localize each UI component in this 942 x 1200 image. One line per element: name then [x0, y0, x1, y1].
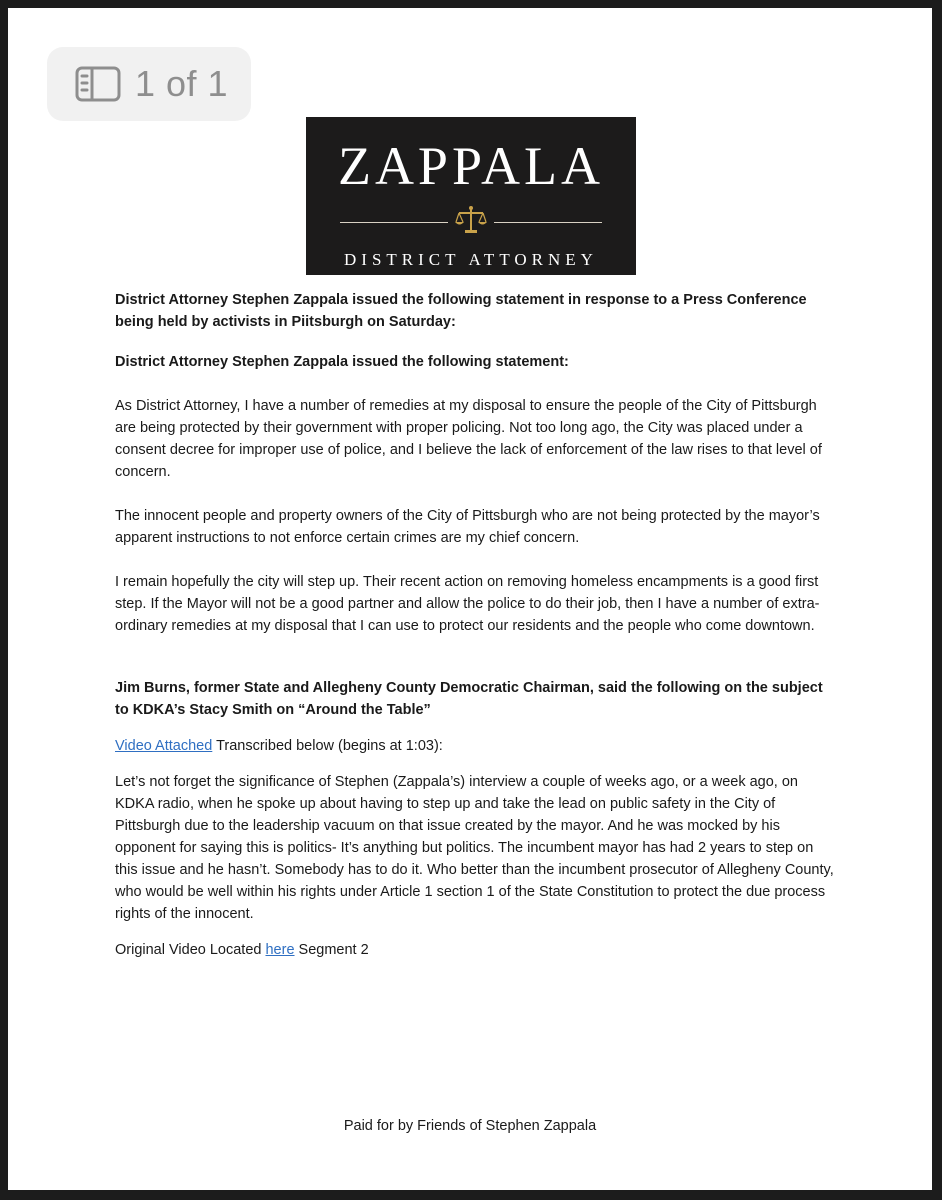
- statement-heading-press: District Attorney Stephen Zappala issued the following statement in response to a Press Conference being held by activists in Piitsburgh on Saturday:: [115, 292, 807, 330]
- video-attached-link[interactable]: Video Attached: [115, 738, 213, 754]
- page-count-label: 1 of 1: [135, 63, 229, 104]
- document-body: [115, 289, 835, 961]
- burns-heading: Jim Burns, former State and Allegheny County Democratic Chairman, said the following on the subject to KDKA’s Stacy Smith on “Around the Table”: [115, 680, 823, 718]
- logo-divider: [340, 205, 602, 240]
- sidebar-toggle-icon[interactable]: [75, 66, 121, 102]
- logo-name: ZAPPALA: [337, 136, 605, 196]
- page-indicator[interactable]: [47, 47, 251, 121]
- document-page: [8, 8, 932, 1190]
- zappala-logo: [306, 117, 636, 275]
- original-video-line: [115, 939, 835, 961]
- statement-paragraph-3: I remain hopefully the city will step up. Their recent action on removing homeless encampments is a good first step. If the Mayor will not be a good partner and allow the police to do their job, then I have a number of extra-ordinary remedies at my disposal that I can use to protect our residents and the people who come downtown.: [115, 574, 820, 634]
- video-line: [115, 735, 835, 757]
- transcript-paragraph: Let’s not forget the significance of Stephen (Zappala’s) interview a couple of weeks ago, or a week ago, on KDKA radio, when he spoke up about having to step up and take the lead on public safety in the City of Pittsburgh due to the leadership vacuum on that issue created by the mayor. And he was mocked by his opponent for saying this is politics- It’s anything but politics. The incumbent mayor has had 2 years to step on this issue and he hasn’t. Somebody has to do it. Who better than the incumbent prosecutor of Allegheny County, who would be well within his rights under Article 1 section 1 of the State Constitution to protect the due process rights of the innocent.: [115, 774, 834, 922]
- original-video-prefix: Original Video Located: [115, 942, 266, 958]
- paid-for-footer: Paid for by Friends of Stephen Zappala: [343, 1118, 597, 1134]
- statement-paragraph-1: As District Attorney, I have a number of remedies at my disposal to ensure the people of the City of Pittsburgh are being protected by their government with proper policing. Not too long ago, the City was placed under a consent decree for improper use of police, and I believe the lack of enforcement of the law rises to that level of concern.: [115, 398, 822, 480]
- statement-heading: District Attorney Stephen Zappala issued the following statement:: [115, 354, 569, 370]
- original-video-here-link[interactable]: here: [265, 942, 295, 958]
- original-video-suffix: Segment 2: [294, 942, 369, 958]
- scales-of-justice-icon: [454, 205, 488, 240]
- logo-subtitle: DISTRICT ATTORNEY: [344, 250, 598, 269]
- logo-divider-line-right: [494, 222, 602, 223]
- statement-paragraph-2: The innocent people and property owners of the City of Pittsburgh who are not being protected by the mayor’s apparent instructions to not enforce certain crimes are my chief concern.: [115, 508, 820, 546]
- logo-divider-line-left: [340, 222, 448, 223]
- video-note: Transcribed below (begins at 1:03):: [212, 738, 443, 754]
